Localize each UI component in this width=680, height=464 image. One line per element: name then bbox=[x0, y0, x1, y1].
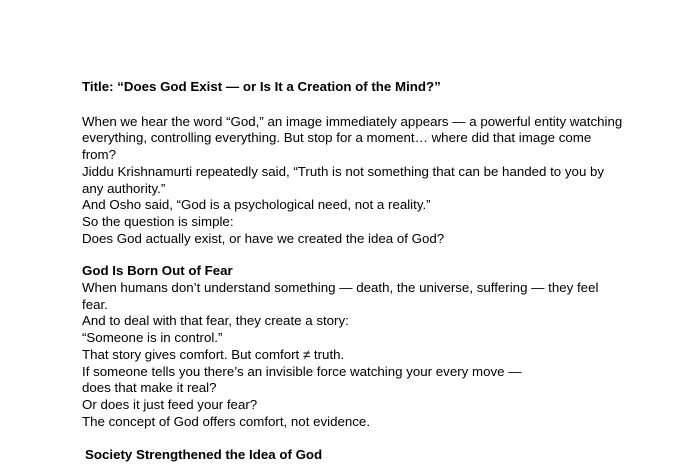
section-fear bbox=[82, 263, 642, 430]
document-body bbox=[82, 79, 642, 464]
intro-paragraph bbox=[82, 114, 642, 248]
intro-line: And Osho said, “God is a psychological need, not a reality.” bbox=[82, 197, 431, 213]
section-line: The concept of God offers comfort, not evidence. bbox=[82, 413, 371, 429]
section-line: That story gives comfort. But comfort ≠ truth. bbox=[82, 346, 345, 362]
document-title: Title: “Does God Exist — or Is It a Creation of the Mind?” bbox=[82, 79, 441, 94]
section-line: If someone tells you there’s an invisible force watching your every move — bbox=[82, 363, 522, 379]
intro-line: So the question is simple: bbox=[82, 213, 234, 229]
section-line: Or does it just feed your fear? bbox=[82, 396, 258, 412]
section-line: fear. bbox=[82, 296, 108, 312]
section-line: “Someone is in control.” bbox=[82, 330, 223, 346]
intro-line: any authority.” bbox=[82, 180, 166, 196]
section-heading-society: Society Strengthened the Idea of God bbox=[85, 447, 323, 463]
section-line: And to deal with that fear, they create a story: bbox=[82, 313, 349, 329]
intro-line: from? bbox=[82, 147, 116, 163]
intro-line: everything, controlling everything. But stop for a moment… where did that image come bbox=[82, 130, 592, 146]
section-line: does that make it real? bbox=[82, 380, 217, 396]
section-heading: God Is Born Out of Fear bbox=[82, 263, 233, 279]
section-line: When humans don’t understand something — death, the universe, suffering — they feel bbox=[82, 280, 599, 296]
intro-line: Does God actually exist, or have we created the idea of God? bbox=[82, 230, 445, 246]
intro-line: Jiddu Krishnamurti repeatedly said, “Truth is not something that can be handed to you by bbox=[82, 163, 605, 179]
intro-line: When we hear the word “God,” an image immediately appears — a powerful entity watching bbox=[82, 113, 623, 129]
